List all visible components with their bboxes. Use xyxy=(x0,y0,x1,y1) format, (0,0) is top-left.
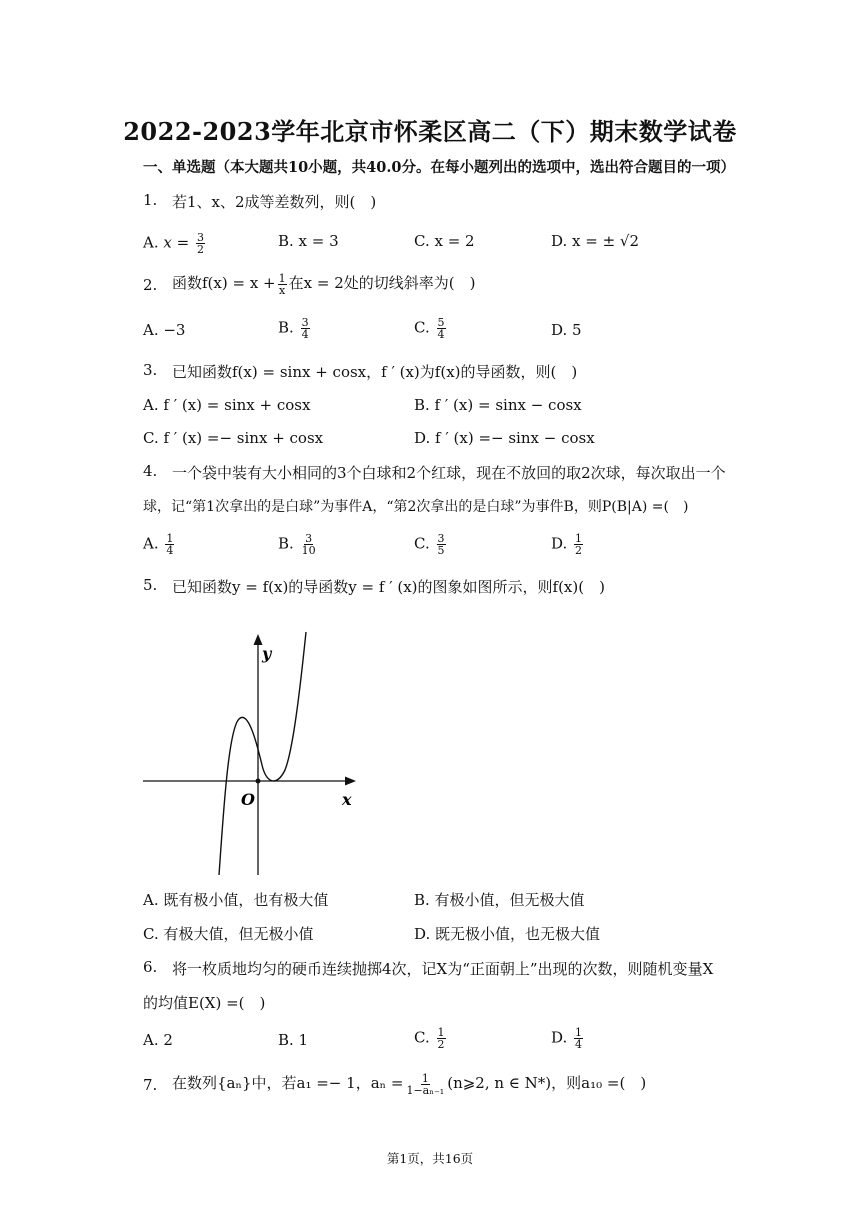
origin-label: O xyxy=(241,790,255,809)
page-title: 2022-2023学年北京市怀柔区高二（下）期末数学试卷 xyxy=(123,117,737,146)
q4-stem-line2: 球，记“第1次拿出的是白球”为事件A，“第2次拿出的是白球”为事件B，则P(B|A) =( ) xyxy=(143,499,689,515)
q4-option-d: D. $\frac{1}{2}$ xyxy=(551,532,583,557)
q3-option-a: A. f ′ (x) = sinx + cosx xyxy=(143,396,311,414)
q5-number: 5. xyxy=(143,576,158,594)
q2-option-a: A. −3 xyxy=(143,321,186,339)
fraction: $\frac{1}{2}$ xyxy=(575,532,583,557)
q5-option-d: D. 既无极小值，也无极大值 xyxy=(414,925,601,943)
fraction: $\frac{1}{2}$ xyxy=(437,1026,445,1051)
fraction: $\frac{3}{10}$ xyxy=(301,532,316,557)
option-text: x = xyxy=(163,233,190,252)
fraction: $\frac{1}{4}$ xyxy=(166,532,174,557)
section-heading: 一、单选题（本大题共10小题，共40.0分。在每小题列出的选项中，选出符合题目的一项） xyxy=(143,159,735,176)
q6-option-d: D. $\frac{1}{4}$ xyxy=(551,1026,583,1051)
x-axis-label: x xyxy=(342,790,352,809)
fraction: $\frac{1}{\text{1−aₙ₋₁}}$ xyxy=(406,1071,445,1097)
fraction: $\frac{1}{x}$ xyxy=(278,271,286,297)
q1-stem: 若1、x、2成等差数列，则( ) xyxy=(172,193,377,211)
q5-option-b: B. 有极小值，但无极大值 xyxy=(414,891,585,909)
y-axis-label: y xyxy=(262,644,272,663)
q2-option-d: D. 5 xyxy=(551,321,582,339)
fraction: $\frac{3}{5}$ xyxy=(437,532,445,557)
q3-option-d: D. f ′ (x) =− sinx − cosx xyxy=(414,429,595,447)
derivative-graph xyxy=(138,630,368,880)
page-footer: 第1页，共16页 xyxy=(386,1151,474,1166)
q6-option-c: C. $\frac{1}{2}$ xyxy=(414,1026,445,1051)
fraction: $\frac{1}{4}$ xyxy=(575,1026,583,1051)
q5-stem: 已知函数y = f(x)的导函数y = f ′ (x)的图象如图所示，则f(x)( ) xyxy=(172,578,605,596)
q7-number: 7. xyxy=(143,1076,158,1094)
q3-stem: 已知函数f(x) = sinx + cosx，f ′ (x)为f(x)的导函数，则( ) xyxy=(172,363,578,381)
q4-option-b: B. $\frac{3}{10}$ xyxy=(278,532,316,557)
option-label: A. xyxy=(143,233,159,252)
q1-number: 1. xyxy=(143,191,158,209)
q1-option-c: C. x = 2 xyxy=(414,232,475,250)
q1-option-d: D. x = ± √2 xyxy=(551,232,640,250)
q3-option-b: B. f ′ (x) = sinx − cosx xyxy=(414,396,582,414)
fraction: $\frac{3}{2}$ xyxy=(196,231,204,256)
q1-option-b: B. x = 3 xyxy=(278,232,339,250)
q6-stem-line2: 的均值E(X) =( ) xyxy=(143,994,266,1012)
origin-point xyxy=(256,779,261,784)
q4-option-a: A. $\frac{1}{4}$ xyxy=(143,532,174,557)
fraction: $\frac{3}{4}$ xyxy=(301,316,309,341)
q5-option-a: A. 既有极小值，也有极大值 xyxy=(143,891,329,909)
q3-option-c: C. f ′ (x) =− sinx + cosx xyxy=(143,429,324,447)
q2-number: 2. xyxy=(143,276,158,294)
q2-option-c: C. $\frac{5}{4}$ xyxy=(414,316,445,341)
q3-number: 3. xyxy=(143,361,158,379)
q2-stem: 函数f(x) = x + $\frac{1}{x}$ 在x = 2处的切线斜率为( ) xyxy=(172,271,476,297)
q1-option-a xyxy=(143,232,207,255)
q7-stem: 在数列{aₙ}中，若a₁ =− 1，aₙ = $\frac{1}{\text{1−aₙ₋₁}}$ (n⩾2, n ∈ N*)，则a₁₀ =( ) xyxy=(172,1071,647,1097)
x-axis-arrow xyxy=(345,777,356,786)
q6-option-b: B. 1 xyxy=(278,1031,309,1049)
q4-number: 4. xyxy=(143,462,158,480)
q5-option-c: C. 有极大值，但无极小值 xyxy=(143,925,314,943)
fraction: $\frac{5}{4}$ xyxy=(437,316,445,341)
q4-option-c: C. $\frac{3}{5}$ xyxy=(414,532,445,557)
q4-stem-line1: 一个袋中装有大小相同的3个白球和2个红球，现在不放回的取2次球，每次取出一个 xyxy=(172,464,726,482)
q2-option-b: B. $\frac{3}{4}$ xyxy=(278,316,309,341)
q6-stem-line1: 将一枚质地均匀的硬币连续抛掷4次，记X为“正面朝上”出现的次数，则随机变量X xyxy=(172,960,714,978)
q6-option-a: A. 2 xyxy=(143,1031,173,1049)
q6-number: 6. xyxy=(143,958,158,976)
derivative-curve xyxy=(219,632,306,875)
